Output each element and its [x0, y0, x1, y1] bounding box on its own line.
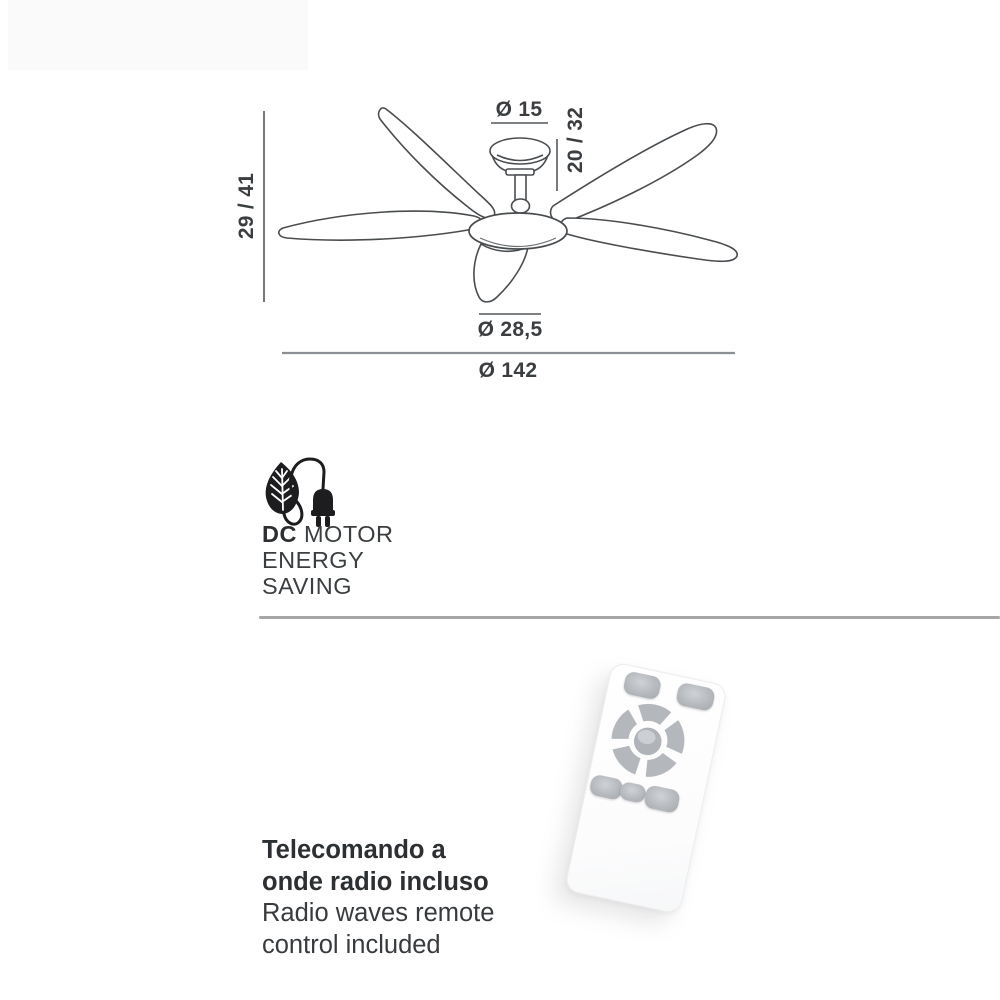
fan-blade-bottom	[474, 244, 528, 302]
dim-label-canopy-diameter: Ø 15	[495, 98, 543, 121]
dim-label-downrod-length: 20 / 32	[564, 106, 587, 174]
fan-blades	[279, 108, 737, 302]
scan-artifact	[8, 0, 308, 70]
remote-button-bottom-2	[618, 781, 647, 804]
caption-english-line1: Radio waves remote	[262, 899, 495, 927]
dim-label-body-diameter: Ø 28,5	[477, 318, 543, 341]
caption-english-line2: control included	[262, 930, 441, 959]
canopy-flange	[506, 169, 534, 175]
badge-dc: DC	[262, 521, 297, 547]
fan-downrod	[515, 175, 526, 202]
dim-label-total-height: 29 / 41	[235, 172, 258, 240]
badge-line-energy: ENERGY	[262, 547, 365, 573]
remote-dpad-cluster	[597, 689, 699, 791]
fan-blade-upper-left	[379, 108, 495, 218]
badge-line-dc-motor	[262, 521, 394, 547]
fan-diagram	[250, 95, 750, 395]
remote-caption	[262, 835, 494, 961]
fan-blade-right	[560, 218, 737, 261]
badge-line-saving: SAVING	[262, 573, 353, 599]
fan-blade-left	[279, 211, 483, 240]
fan-canopy	[490, 138, 550, 213]
remote-control	[564, 661, 728, 914]
energy-saving-badge-text	[262, 521, 394, 599]
badge-motor: MOTOR	[303, 521, 394, 547]
caption-italian-line1: Telecomando a	[262, 836, 446, 864]
downrod-ball-joint	[512, 199, 530, 213]
fan-body	[469, 213, 567, 249]
section-divider	[259, 616, 1000, 619]
caption-italian-line2: onde radio incluso	[262, 867, 489, 896]
dim-label-fan-diameter: Ø 142	[478, 359, 538, 382]
